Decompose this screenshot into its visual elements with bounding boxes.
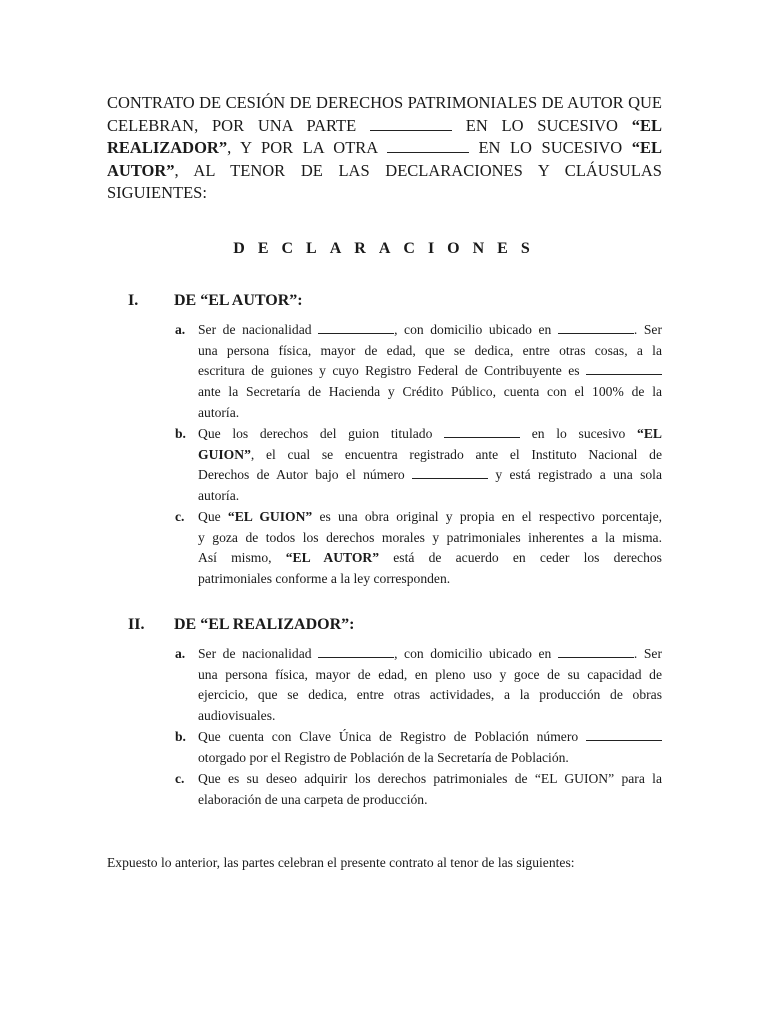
blank-line [444, 426, 520, 438]
clause-text: . Ser [633, 322, 662, 337]
section-heading [128, 616, 354, 634]
clause-letter: c. [175, 771, 185, 786]
clause-item [175, 424, 662, 507]
clause-item [175, 644, 662, 727]
clause-line [198, 727, 662, 748]
title-bold-text: “EL [631, 115, 663, 135]
clause-letter: b. [175, 729, 186, 744]
clause-text: autoría. [198, 404, 240, 420]
clause-text: Que cuenta con Clave Única de Registro de Población número [198, 729, 579, 744]
clause-line [198, 644, 662, 665]
clause-text: Que [198, 509, 221, 524]
title-bold-text: “EL [631, 138, 663, 157]
clause-text: ante la Secretaría de Hacienda y Crédito Público, cuenta con el 100% de la [198, 384, 662, 400]
clause-line [198, 361, 662, 382]
blank-line [318, 646, 394, 658]
clause-line [198, 445, 662, 466]
clause-line [198, 403, 662, 424]
section-label: DE “EL REALIZADOR”: [174, 616, 355, 633]
clause-letter: b. [175, 426, 186, 441]
clause-body [198, 507, 662, 590]
clause-text: y está registrado a una sola [495, 467, 662, 483]
clause-line [198, 548, 662, 569]
blank-line [558, 646, 634, 658]
closing-paragraph: Expuesto lo anterior, las partes celebran el presente contrato al tenor de las siguientes: [107, 855, 575, 870]
clause-bold-text: GUION” [198, 446, 251, 462]
clause-line [198, 528, 662, 549]
blank-line [370, 118, 452, 131]
clause-line [198, 569, 662, 590]
clause-line [198, 748, 662, 769]
clause-item [175, 320, 662, 424]
clause-text: es una obra original y propia en el respectivo porcentaje, [319, 509, 663, 524]
title-line [107, 160, 662, 183]
clause-letter: c. [175, 509, 185, 524]
clause-text: , el cual se encuentra registrado ante el Instituto Nacional de [250, 446, 662, 462]
clause-text: elaboración de una carpeta de producción. [198, 791, 428, 807]
title-text: EN LO SUCESIVO [465, 115, 618, 135]
declaraciones-heading: DECLARACIONES [233, 240, 543, 257]
clause-body [198, 769, 662, 810]
title-bold-text: AUTOR” [107, 160, 175, 180]
clause-text: Así mismo, [198, 550, 272, 566]
clause-text: Derechos de Autor bajo el número [198, 467, 405, 483]
clause-text: en lo sucesivo [531, 426, 626, 441]
clause-body [198, 320, 662, 424]
section-number: II. [128, 616, 145, 633]
section-heading [128, 292, 303, 310]
title-line [107, 182, 662, 205]
clause-line [198, 424, 662, 445]
clause-text: patrimoniales conforme a la ley corresponden. [198, 571, 451, 587]
clause-text: escritura de guiones y cuyo Registro Federal de Contribuyente es [198, 363, 580, 379]
title-line [107, 92, 662, 115]
title-text: SIGUIENTES: [107, 183, 207, 202]
title-text: , AL TENOR DE LAS DECLARACIONES Y CLÁUSULAS [174, 160, 662, 180]
clause-text: Ser de nacionalidad [198, 322, 312, 337]
clause-item [175, 769, 662, 810]
clause-line [198, 507, 662, 528]
clause-text: Que los derechos del guion titulado [198, 426, 433, 441]
clause-letter: a. [175, 322, 186, 337]
clause-line [198, 706, 662, 727]
blank-line [586, 729, 662, 741]
clause-text: . Ser [633, 646, 662, 661]
clause-item [175, 507, 662, 590]
title-text: , Y POR LA OTRA [227, 138, 378, 157]
clause-text: , con domicilio ubicado en [394, 322, 552, 337]
section-number: I. [128, 292, 139, 309]
clause-body [198, 644, 662, 727]
clause-text: una persona física, mayor de edad, en pleno uso y goce de su capacidad de [198, 666, 662, 682]
blank-line [558, 322, 634, 334]
clause-line [198, 685, 662, 706]
clause-bold-text: “EL AUTOR” [285, 550, 380, 566]
clause-text: , con domicilio ubicado en [394, 646, 552, 661]
blank-line [318, 322, 394, 334]
clause-line [198, 769, 662, 790]
contract-title [107, 92, 662, 205]
clause-text: autoría. [198, 488, 240, 504]
clause-bold-text: “EL [637, 426, 662, 441]
clause-letter: a. [175, 646, 186, 661]
clause-text: está de acuerdo en ceder los derechos [393, 550, 662, 566]
title-line [107, 137, 662, 160]
section-label: DE “EL AUTOR”: [174, 292, 303, 309]
clause-text: ejercicio, que se dedica, entre otras actividades, a la producción de obras [198, 687, 662, 703]
clause-bold-text: “EL GUION” [227, 509, 313, 524]
title-text: CELEBRAN, POR UNA PARTE [107, 115, 357, 135]
clause-line [198, 320, 662, 341]
blank-line [412, 467, 488, 479]
title-line [107, 115, 662, 138]
clause-text: Que es su deseo adquirir los derechos patrimoniales de “EL GUION” para la [198, 771, 662, 786]
clause-line [198, 486, 662, 507]
clause-text: Ser de nacionalidad [198, 646, 312, 661]
clause-text: una persona física, mayor de edad, que se dedica, entre otras cosas, a la [198, 342, 662, 358]
clause-text: y goza de todos los derechos morales y patrimoniales inherentes a la misma. [198, 529, 662, 545]
clause-body [198, 727, 662, 768]
title-bold-text: REALIZADOR” [107, 138, 228, 157]
clause-line [198, 790, 662, 811]
clause-line [198, 465, 662, 486]
clause-line [198, 382, 662, 403]
clause-text: audiovisuales. [198, 708, 276, 724]
blank-line [387, 140, 469, 153]
clause-item [175, 727, 662, 768]
title-text: EN LO SUCESIVO [478, 138, 623, 157]
clause-body [198, 424, 662, 507]
clause-line [198, 665, 662, 686]
blank-line [586, 363, 662, 375]
clause-line [198, 341, 662, 362]
title-text: CONTRATO DE CESIÓN DE DERECHOS PATRIMONIALES DE AUTOR QUE [107, 93, 662, 112]
clause-text: otorgado por el Registro de Población de la Secretaría de Población. [198, 749, 569, 765]
